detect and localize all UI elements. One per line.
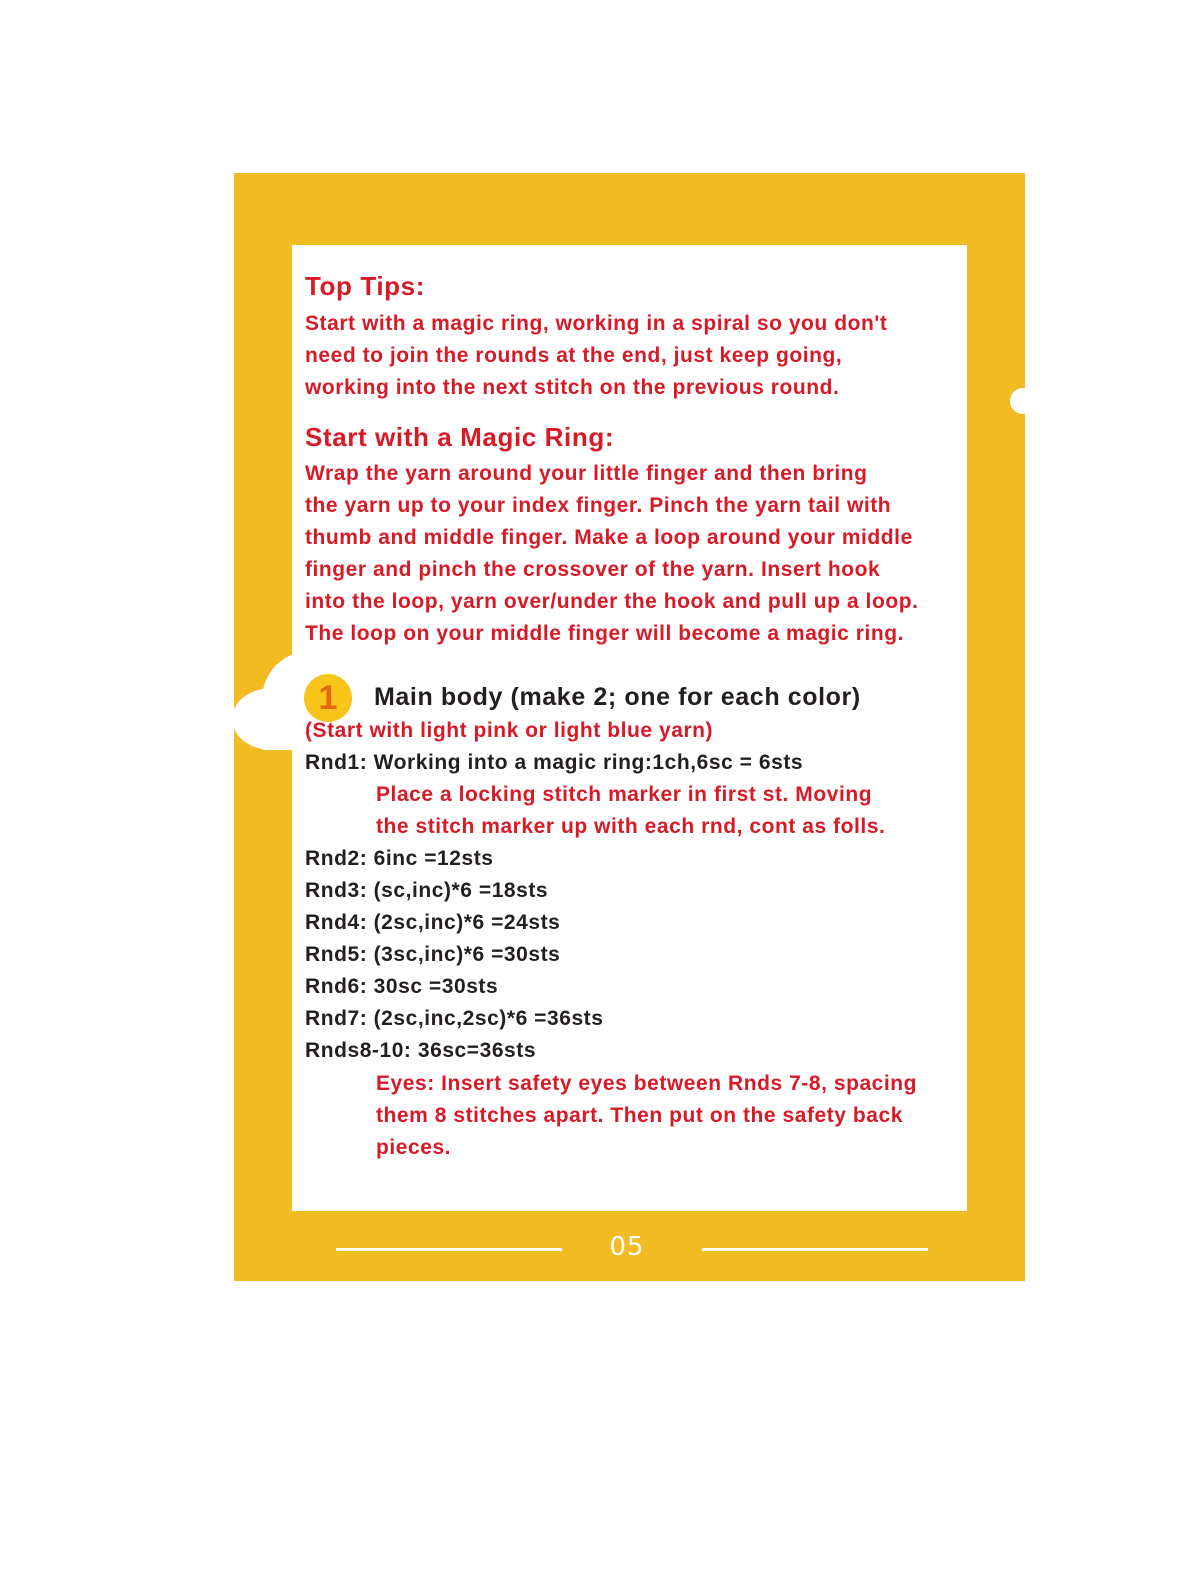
marker-instruction-line: Place a locking stitch marker in first st. Moving bbox=[376, 783, 873, 806]
round-line: Rnd6: 30sc =30sts bbox=[305, 975, 499, 998]
footer-rule-right bbox=[702, 1248, 928, 1251]
footer-rule-left bbox=[336, 1248, 562, 1251]
page-number: 05 bbox=[609, 1232, 645, 1262]
top-tips-line: Start with a magic ring, working in a spiral so you don't bbox=[305, 312, 888, 335]
top-tips-line: working into the next stitch on the previous round. bbox=[305, 376, 840, 399]
eyes-instruction-line: them 8 stitches apart. Then put on the safety back bbox=[376, 1104, 903, 1127]
top-tips-heading: Top Tips: bbox=[305, 271, 425, 301]
magic-ring-line: Wrap the yarn around your little finger and then bring bbox=[305, 462, 868, 485]
magic-ring-line: thumb and middle finger. Make a loop around your middle bbox=[305, 526, 913, 549]
decorative-bump bbox=[1010, 388, 1036, 414]
round-line: Rnds8-10: 36sc=36sts bbox=[305, 1039, 537, 1062]
eyes-instruction-line: Eyes: Insert safety eyes between Rnds 7-8, spacing bbox=[376, 1072, 918, 1095]
cloud-decoration-base bbox=[262, 708, 302, 750]
round-line: Rnd5: (3sc,inc)*6 =30sts bbox=[305, 943, 561, 966]
main-body-title: Main body (make 2; one for each color) bbox=[374, 683, 861, 711]
magic-ring-line: into the loop, yarn over/under the hook and pull up a loop. bbox=[305, 590, 919, 613]
round-line: Rnd1: Working into a magic ring:1ch,6sc = 6sts bbox=[305, 751, 804, 774]
magic-ring-line: finger and pinch the crossover of the yarn. Insert hook bbox=[305, 558, 881, 581]
step-number-badge: 1 bbox=[304, 674, 352, 722]
top-tips-line: need to join the rounds at the end, just keep going, bbox=[305, 344, 843, 367]
eyes-instruction-line: pieces. bbox=[376, 1136, 452, 1159]
round-line: Rnd4: (2sc,inc)*6 =24sts bbox=[305, 911, 561, 934]
magic-ring-line: the yarn up to your index finger. Pinch the yarn tail with bbox=[305, 494, 892, 517]
magic-ring-line: The loop on your middle finger will become a magic ring. bbox=[305, 622, 905, 645]
main-body-note: (Start with light pink or light blue yarn) bbox=[305, 719, 714, 742]
magic-ring-heading: Start with a Magic Ring: bbox=[305, 422, 615, 452]
round-line: Rnd2: 6inc =12sts bbox=[305, 847, 494, 870]
round-line: Rnd3: (sc,inc)*6 =18sts bbox=[305, 879, 549, 902]
round-line: Rnd7: (2sc,inc,2sc)*6 =36sts bbox=[305, 1007, 604, 1030]
marker-instruction-line: the stitch marker up with each rnd, cont as folls. bbox=[376, 815, 886, 838]
